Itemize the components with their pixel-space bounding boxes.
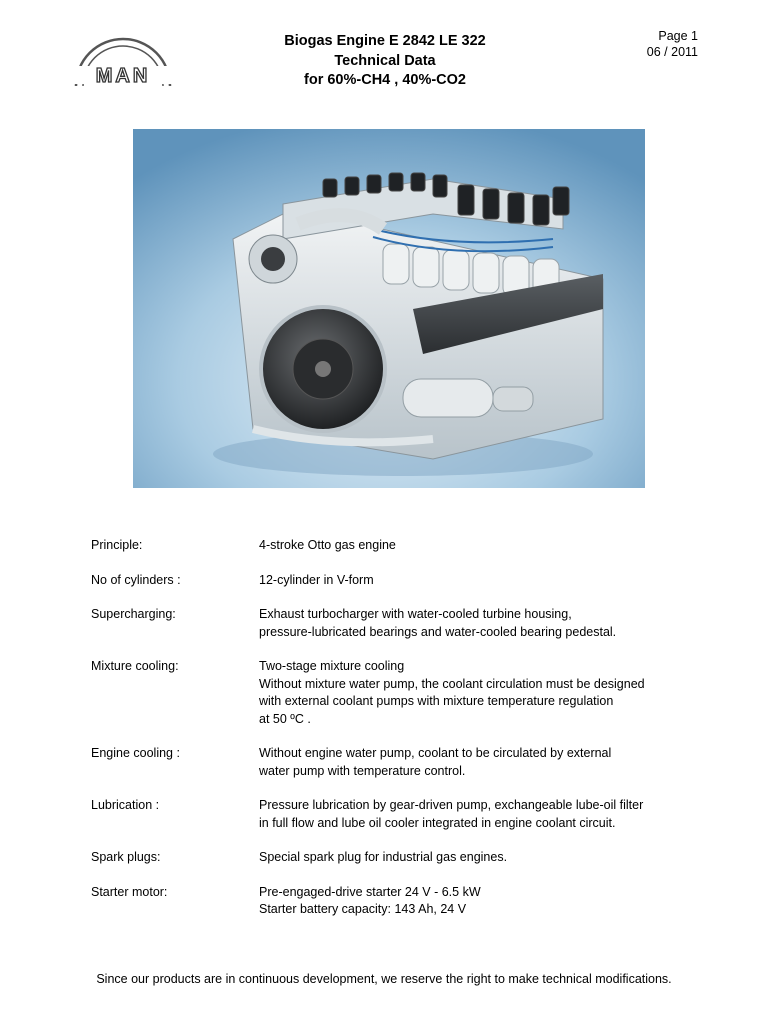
page-number: Page 1 xyxy=(658,29,698,43)
spec-line: Two-stage mixture cooling xyxy=(259,659,405,673)
spec-label: Supercharging: xyxy=(91,607,176,621)
spec-line: Special spark plug for industrial gas engines. xyxy=(259,850,508,864)
spec-row-spark-plugs xyxy=(91,849,711,867)
engine-photo xyxy=(133,129,645,488)
spec-line: Without engine water pump, coolant to be circulated by external xyxy=(259,746,612,760)
footer-disclaimer: Since our products are in continuous development, we reserve the right to make technical modifications. xyxy=(96,972,672,986)
spec-line: Pressure lubrication by gear-driven pump, exchangeable lube-oil filter xyxy=(259,798,644,812)
title-line-2: Technical Data xyxy=(334,52,436,69)
spec-row-mixture-cooling xyxy=(91,658,711,728)
page-meta xyxy=(620,28,698,60)
spec-label: Mixture cooling: xyxy=(91,659,179,673)
spec-value xyxy=(259,537,711,555)
spec-row-supercharging xyxy=(91,606,711,641)
spec-row-starter-motor xyxy=(91,884,711,919)
spec-value xyxy=(259,849,711,867)
spec-label: Starter motor: xyxy=(91,884,168,899)
spec-row-lubrication xyxy=(91,797,711,832)
spec-line: with external coolant pumps with mixture temperature regulation xyxy=(259,694,614,708)
spec-value xyxy=(259,572,711,590)
spec-line: at 50 ºC . xyxy=(259,711,311,726)
spec-value xyxy=(259,797,711,832)
document-title xyxy=(230,32,540,91)
logo-text: MAN xyxy=(95,65,151,87)
spec-line: 4-stroke Otto gas engine xyxy=(259,538,396,552)
spec-value xyxy=(259,884,711,919)
spec-label: Principle: xyxy=(91,538,143,552)
spec-line: Without mixture water pump, the coolant circulation must be designed xyxy=(259,676,645,691)
title-line-1: Biogas Engine E 2842 LE 322 xyxy=(284,33,486,49)
spec-label: Engine cooling : xyxy=(91,746,180,760)
spec-table xyxy=(91,537,711,919)
spec-line: water pump with temperature control. xyxy=(259,763,466,778)
spec-label: No of cylinders : xyxy=(91,572,181,587)
spec-row-engine-cooling xyxy=(91,745,711,780)
man-logo xyxy=(70,28,176,90)
spec-value xyxy=(259,658,711,728)
spec-line: Starter battery capacity: 143 Ah, 24 V xyxy=(259,902,467,916)
spec-row-principle xyxy=(91,537,711,555)
spec-line: Pre-engaged-drive starter 24 V - 6.5 kW xyxy=(259,884,481,899)
spec-line: 12-cylinder in V-form xyxy=(259,572,374,587)
engine-photo-icon xyxy=(133,129,645,488)
document-date: 06 / 2011 xyxy=(646,45,698,59)
title-line-3: for 60%-CH4 , 40%-CO2 xyxy=(304,72,466,88)
spec-label: Spark plugs: xyxy=(91,850,161,864)
spec-label: Lubrication : xyxy=(91,798,160,812)
man-logo-icon xyxy=(70,28,176,90)
spec-value xyxy=(259,606,711,641)
spec-value xyxy=(259,745,711,780)
spec-line: pressure-lubricated bearings and water-cooled bearing pedestal. xyxy=(259,624,617,639)
spec-row-cylinders xyxy=(91,572,711,590)
spec-line: in full flow and lube oil cooler integrated in engine coolant circuit. xyxy=(259,815,616,830)
spec-line: Exhaust turbocharger with water-cooled turbine housing, xyxy=(259,607,572,621)
